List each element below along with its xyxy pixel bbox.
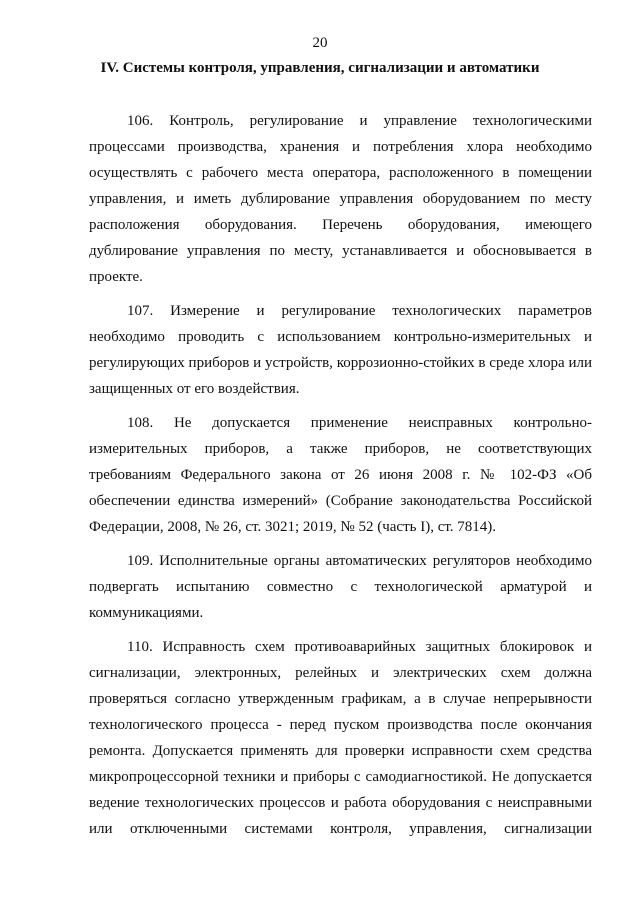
section-heading: IV. Системы контроля, управления, сигнализации и автоматики	[100, 60, 540, 76]
page-number: 20	[312, 35, 328, 51]
paragraph-108: 108. Не допускается применение неисправных контрольно-измерительных приборов, а также приборов, не соответствующих требованиям Федерального закона от 26 июня 2008 г. № 102-ФЗ «Об обеспечении единства измерений» (Собрание законодательства Российской Федерации, 2008, № 26, ст. 3021; 2019, № 52 (часть I), ст. 7814).	[89, 415, 592, 535]
paragraph-106: 106. Контроль, регулирование и управление технологическими процессами производства, хранения и потребления хлора необходимо осуществлять с рабочего места оператора, расположенного в помещении управления, и иметь дублирование управления оборудованием по месту расположения оборудования. Перечень оборудования, имеющего дублирование управления по месту, устанавливается и обосновывается в проекте.	[89, 113, 592, 285]
document-body	[89, 108, 592, 850]
paragraph-107: 107. Измерение и регулирование технологических параметров необходимо проводить с использованием контрольно-измерительных и регулирующих приборов и устройств, коррозионно-стойких в среде хлора или защищенных от его воздействия.	[89, 303, 592, 397]
paragraph-110: 110. Исправность схем противоаварийных защитных блокировок и сигнализации, электронных, релейных и электрических схем должна проверяться согласно утвержденным графикам, а в случае непрерывности технологического процесса - перед пуском производства после окончания ремонта. Допускается применять для проверки исправности схем средства микропроцессорной техники и приборы с самодиагностикой. Не допускается ведение технологических процессов и работа оборудования с неисправными или отключенными системами контроля, управления, сигнализации	[89, 639, 592, 837]
paragraph-109: 109. Исполнительные органы автоматических регуляторов необходимо подвергать испытанию совместно с технологической арматурой и коммуникациями.	[89, 553, 592, 621]
